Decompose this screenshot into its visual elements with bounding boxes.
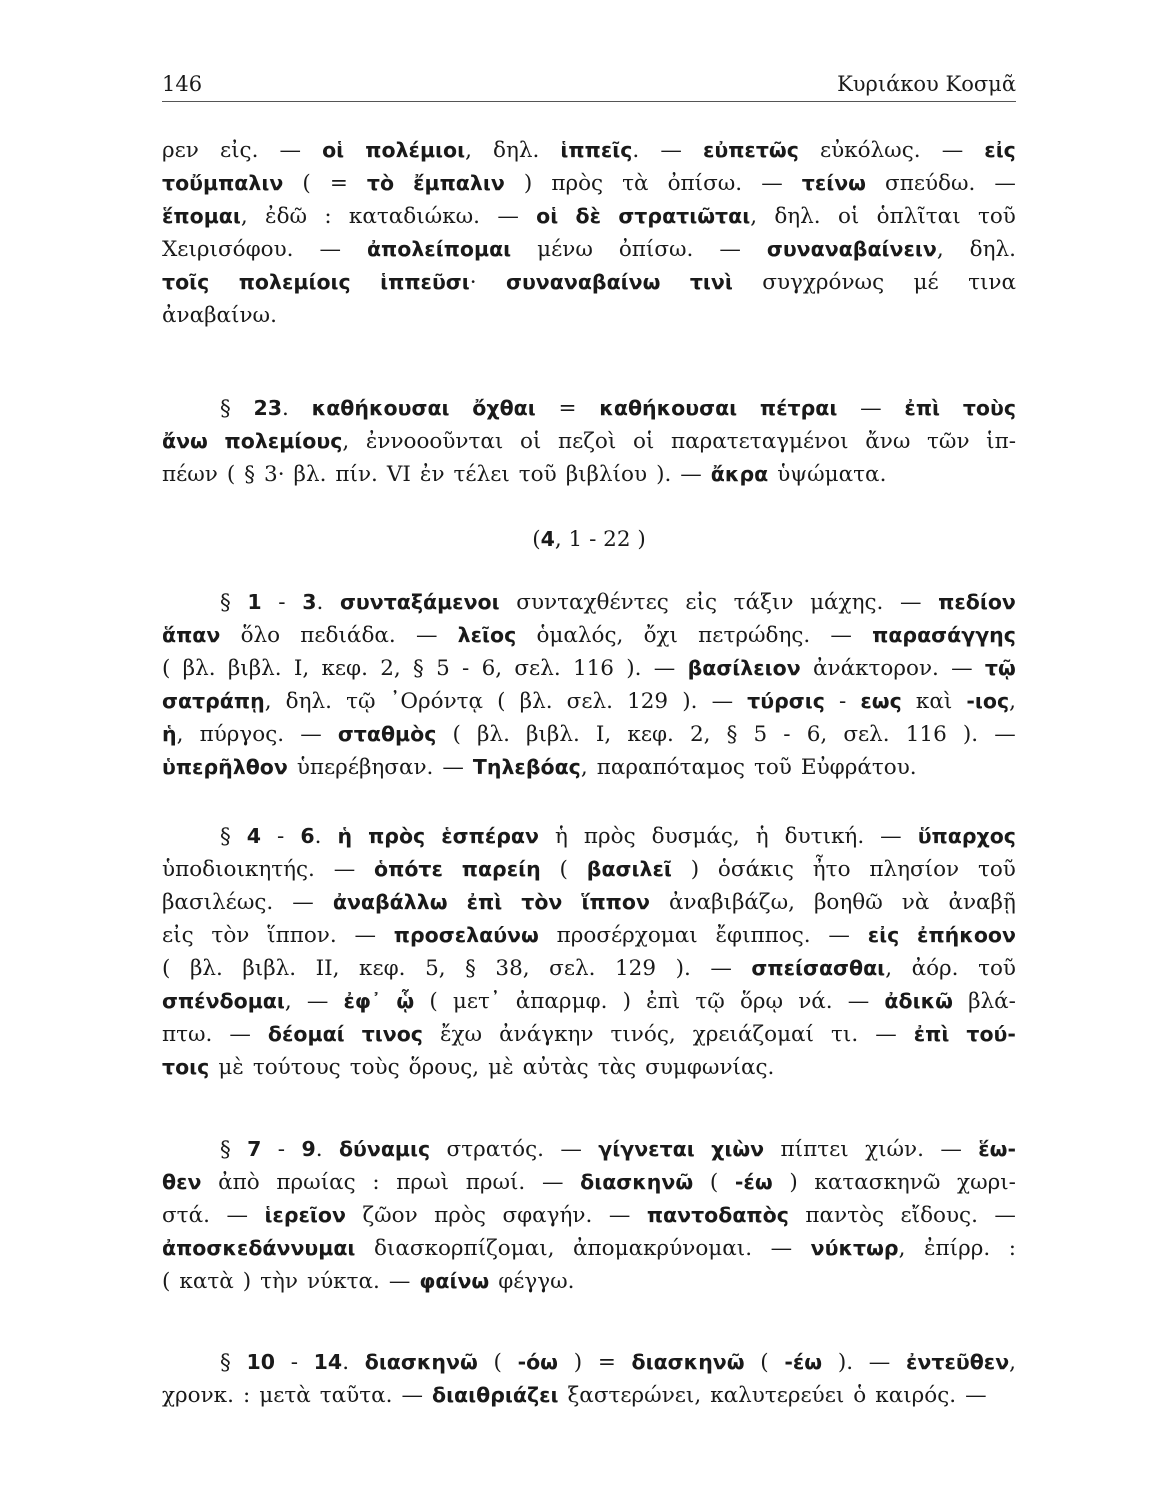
text-line: ἡ, πύργος. — σταθμὸς ( βλ. βιβλ. I, κεφ. 2, § 5 - 6, σελ. 116 ). — xyxy=(162,722,1016,747)
text-line: σπένδομαι, — ἐφ᾽ ᾧ ( μετ᾽ ἀπαρμφ. ) ἐπὶ τῷ ὅρῳ νά. — ἀδικῶ βλά- xyxy=(162,989,1016,1014)
text-line: § 4 - 6. ἡ πρὸς ἑσπέραν ἡ πρὸς δυσμάς, ἡ δυτική. — ὕπαρχος xyxy=(220,824,1016,849)
text-line: ( κατὰ ) τὴν νύκτα. — φαίνω φέγγω. xyxy=(162,1269,575,1294)
text-line: § 1 - 3. συνταξάμενοι συνταχθέντες εἰς τάξιν μάχης. — πεδίον xyxy=(220,590,1016,615)
text-line: βασιλέως. — ἀναβάλλω ἐπὶ τὸν ἵππον ἀναβιβάζω, βοηθῶ νὰ ἀναβῇ xyxy=(162,890,1016,915)
text-line: ( βλ. βιβλ. II, κεφ. 5, § 38, σελ. 129 ). — σπείσασθαι, ἀόρ. τοῦ xyxy=(162,956,1016,981)
paragraph-section-10-14 xyxy=(162,1346,1016,1412)
text-line: ἅπαν ὅλο πεδιάδα. — λεῖος ὁμαλός, ὄχι πετρώδης. — παρασάγγης xyxy=(162,623,1016,648)
text-line: ἕπομαι, ἐδῶ : καταδιώκω. — οἱ δὲ στρατιῶται, δηλ. οἱ ὁπλῖται τοῦ xyxy=(162,204,1016,229)
text-line: πτω. — δέομαί τινος ἔχω ἀνάγκην τινός, χρειάζομαί τι. — ἐπὶ τού- xyxy=(162,1022,1016,1047)
text-line: θεν ἀπὸ πρωίας : πρωὶ πρωί. — διασκηνῶ ( -έω ) κατασκηνῶ χωρι- xyxy=(162,1170,1016,1195)
text-line: τοις μὲ τούτους τοὺς ὅρους, μὲ αὐτὰς τὰς συμφωνίας. xyxy=(162,1055,775,1080)
running-title: Κυριάκου Κοσμᾶ xyxy=(837,72,1016,96)
text-line: ἄνω πολεμίους, ἐννοοοῦνται οἱ πεζοὶ οἱ παρατεταγμένοι ἄνω τῶν ἱπ- xyxy=(162,429,1016,454)
text-line: § 10 - 14. διασκηνῶ ( -όω ) = διασκηνῶ ( -έω ). — ἐντεῦθεν, xyxy=(220,1350,1016,1375)
paragraph-section-7-9 xyxy=(162,1133,1016,1298)
chapter-heading xyxy=(162,523,1016,556)
paragraph-continued xyxy=(162,134,1016,332)
text-line: ἀποσκεδάννυμαι διασκορπίζομαι, ἀπομακρύνομαι. — νύκτωρ, ἐπίρρ. : xyxy=(162,1236,1016,1261)
text-line: στά. — ἱερεῖον ζῶον πρὸς σφαγήν. — παντοδαπὸς παντὸς εἴδους. — xyxy=(162,1203,1016,1228)
text-line: εἰς τὸν ἵππον. — προσελαύνω προσέρχομαι ἔφιππος. — εἰς ἐπήκοον xyxy=(162,923,1016,948)
text-line: § 7 - 9. δύναμις στρατός. — γίγνεται χιὼν πίπτει χιών. — ἕω- xyxy=(220,1137,1016,1162)
paragraph-section-4-6 xyxy=(162,820,1016,1084)
page-header xyxy=(162,72,1016,96)
text-line: § 23. καθήκουσαι ὄχθαι = καθήκουσαι πέτραι — ἐπὶ τοὺς xyxy=(220,396,1016,421)
text-line: πέων ( § 3· βλ. πίν. VI ἐν τέλει τοῦ βιβλίου ). — ἄκρα ὑψώματα. xyxy=(162,462,887,487)
text-line: τοὔμπαλιν ( = τὸ ἔμπαλιν ) πρὸς τὰ ὀπίσω. — τείνω σπεύδω. — xyxy=(162,171,1016,196)
text-line: σατράπῃ, δηλ. τῷ ᾿Ορόντᾳ ( βλ. σελ. 129 ). — τύρσις - εως καὶ -ιος, xyxy=(162,689,1016,714)
text-line: ρεν εἰς. — οἱ πολέμιοι, δηλ. ἱππεῖς. — εὐπετῶς εὐκόλως. — εἰς xyxy=(162,138,1016,163)
text-line: ὑπερῆλθον ὑπερέβησαν. — Τηλεβόας, παραπόταμος τοῦ Εὐφράτου. xyxy=(162,755,917,780)
header-rule xyxy=(162,101,1016,102)
paragraph-section-23 xyxy=(162,392,1016,491)
page-number: 146 xyxy=(162,72,203,96)
text-line: χρονκ. : μετὰ ταῦτα. — διαιθριάζει ξαστερώνει, καλυτερεύει ὁ καιρός. — xyxy=(162,1383,987,1408)
text-line: ἀναβαίνω. xyxy=(162,303,277,328)
text-line: ὑποδιοικητής. — ὁπότε παρείη ( βασιλεῖ ) ὁσάκις ἦτο πλησίον τοῦ xyxy=(162,857,1016,882)
paragraph-section-1-3 xyxy=(162,586,1016,784)
text-line: ( βλ. βιβλ. I, κεφ. 2, § 5 - 6, σελ. 116 ). — βασίλειον ἀνάκτορον. — τῷ xyxy=(162,656,1016,681)
chapter-heading-text: ( 4 , 1 - 22 ) xyxy=(532,527,646,552)
text-line: τοῖς πολεμίοις ἱππεῦσι· συναναβαίνω τινὶ συγχρόνως μέ τινα xyxy=(162,270,1016,295)
text-line: Χειρισόφου. — ἀπολείπομαι μένω ὀπίσω. — συναναβαίνειν, δηλ. xyxy=(162,237,1016,262)
